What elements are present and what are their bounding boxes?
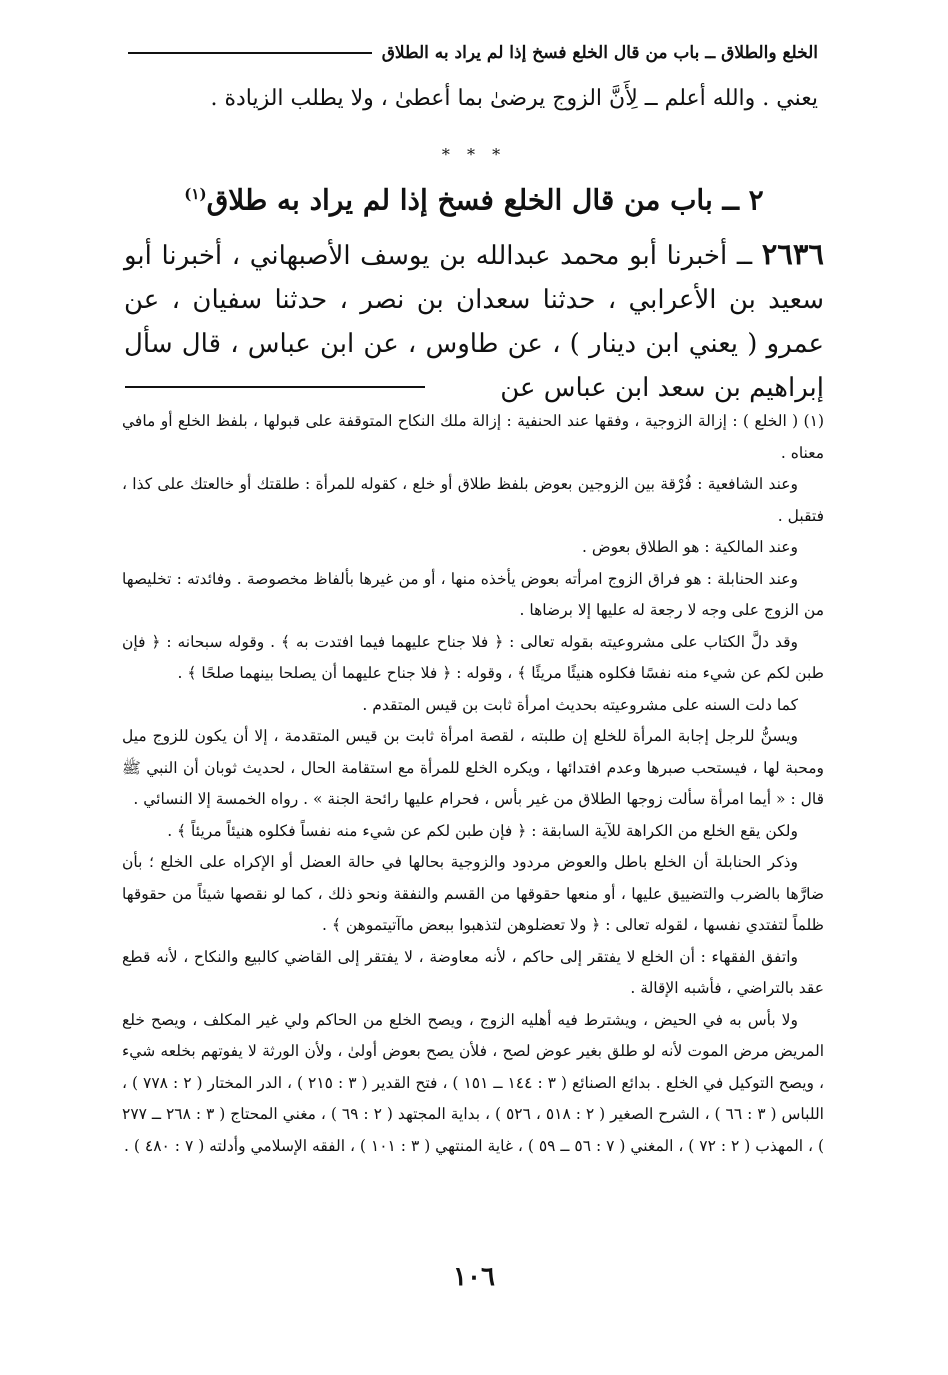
footnote-paragraph: واتفق الفقهاء : أن الخلع لا يفتقر إلى حاكم ، لأنه معاوضة ، لا يفتقر إلى القاضي كالبيع والنكاح ، لأنه قطع عقد بالتراضي ، فأشبه الإقالة . — [122, 947, 824, 997]
footnote-paragraph: ولكن يقع الخلع من الكراهة للآية السابقة : ﴿ فإن طبن لكم عن شيء منه نفساً فكلوه هنيئاً مريئاً ﴾ . — [167, 821, 798, 840]
page-number: ١٠٦ — [453, 1262, 495, 1292]
header-rule — [128, 52, 372, 54]
footnote-paragraph: (١) ( الخلع ) : إزالة الزوجية ، وفقها عند الحنفية : إزالة ملك النكاح المتوقفة على قبولها ، بلفظ الخلع أو مافي معناه . — [122, 412, 824, 462]
footnote-paragraph: ويسنُّ للرجل إجابة المرأة للخلع إن طلبته ، لقصة امرأة ثابت بن قيس المتقدمة ، إلا أن يكون للزوج ميل ومحبة لها ، فيستحب صبرها وعدم افتدائها ، ويكره الخلع للمرأة مع استقامة الحال ، لحديث ثوبان أن النبي ﷺ قال : « أيما امرأة سألت زوجها الطلاق من غير بأس ، فحرام عليها رائحة الجنة » . رواه الخمسة إلا النسائي . — [122, 727, 824, 808]
hadith-text — [124, 232, 824, 410]
footnote-paragraph: وعند الحنابلة : هو فراق الزوج امرأته بعوض يأخذه منها ، أو من غيرها بألفاظ مخصوصة . وفائدته : تخليصها من الزوج على وجه لا رجعة له عليها إلا برضاها . — [122, 569, 824, 619]
footnote-paragraph: وعند الشافعية : فُرْقة بين الزوجين بعوض بلفظ طلاق أو خلع ، كقوله للمرأة : طلقتك أو خالعتك على كذا ، فتقبل . — [122, 475, 824, 525]
footnote-paragraph: وذكر الحنابلة أن الخلع باطل والعوض مردود والزوجية بحالها في حالة العضل أو الإكراه على الخلع ؛ بأن ضارَّها بالضرب والتضييق عليها ، أو منعها حقوقها من القسم والنفقة ونحو ذلك ، كما لو نقصها شيئاً من حقوقها ظلماً لتفتدي نفسها ، لقوله تعالى : ﴿ ولا تعضلوهن لتذهبوا ببعض ماآتيتموهن ﴾ . — [122, 853, 824, 934]
running-title: الخلع والطلاق ــ باب من قال الخلع فسخ إذا لم يراد به الطلاق — [381, 43, 818, 63]
section-separator: * * * — [441, 145, 507, 164]
footnote-paragraph: وعند المالكية : هو الطلاق بعوض . — [582, 538, 798, 556]
footnote-paragraph: ولا بأس به في الحيض ، ويشترط فيه أهليه الزوج ، ويصح الخلع من الحاكم ولي غير المكلف ، ويصح خلع المريض مرض الموت لأنه لو طلق بغير عوض لصح ، فلأن يصح بعوض أولىٰ ، ولأن الورثة لا يفوتهم بخلعه شيء ، ويصح التوكيل في الخلع . بدائع الصنائع ( ٣ : ١٤٤ ــ ١٥١ ) ، فتح القدير ( ٣ : ٢١٥ ) ، الدر المختار ( ٢ : ٧٧٨ ) ، اللباس ( ٣ : ٦٦ ) ، الشرح الصغير ( ٢ : ٥١٨ ، ٥٢٦ ) ، بداية المجتهد ( ٢ : ٦٩ ) ، مغني المحتاج ( ٣ : ٢٦٨ ــ ٢٧٧ ) ، المهذب ( ٢ : ٧٢ ) ، المغني ( ٧ : ٥٦ ــ ٥٩ ) ، غاية المنتهي ( ٣ : ١٠١ ) ، الفقه الإسلامي وأدلته ( ٧ : ٤٨٠ ) . — [122, 1010, 825, 1155]
footnotes — [122, 406, 824, 1162]
footnote-rule — [125, 386, 425, 388]
footnote-paragraph: كما دلت السنه على مشروعيته بحديث امرأة ثابت بن قيس المتقدم . — [362, 695, 798, 714]
continuation-text: يعني . والله أعلم ــ لِأَنَّ الزوج يرضىٰ بما أعطىٰ ، ولا يطلب الزيادة . — [210, 86, 818, 111]
chapter-title — [0, 174, 948, 220]
running-header — [128, 40, 818, 66]
hadith-number: ٢٦٣٦ — [761, 237, 825, 271]
chapter-title-text: ٢ ــ باب من قال الخلع فسخ إذا لم يراد به طلاق — [206, 183, 764, 217]
footnote-marker: (١) — [184, 185, 207, 203]
hadith-dash: ــ — [727, 241, 762, 271]
hadith-body: أخبرنا أبو محمد عبدالله بن يوسف الأصبهاني ، أخبرنا أبو سعيد بن الأعرابي ، حدثنا سعدان بن نصر ، حدثنا سفيان ، عن عمرو ( يعني ابن دينار ) ، عن طاوس ، عن ابن عباس ، قال سأل إبراهيم بن سعد ابن عباس عن — [124, 241, 824, 403]
footnote-paragraph: وقد دلَّ الكتاب على مشروعيته بقوله تعالى : ﴿ فلا جناح عليهما فيما افتدت به ﴾ . وقوله سبحانه : ﴿ فإن طبن لكم عن شيء منه نفسًا فكلوه هنيئًا مريئًا ﴾ ، وقوله : ﴿ فلا جناح عليهما أن يصلحا بينهما صلحًا ﴾ . — [122, 632, 824, 682]
